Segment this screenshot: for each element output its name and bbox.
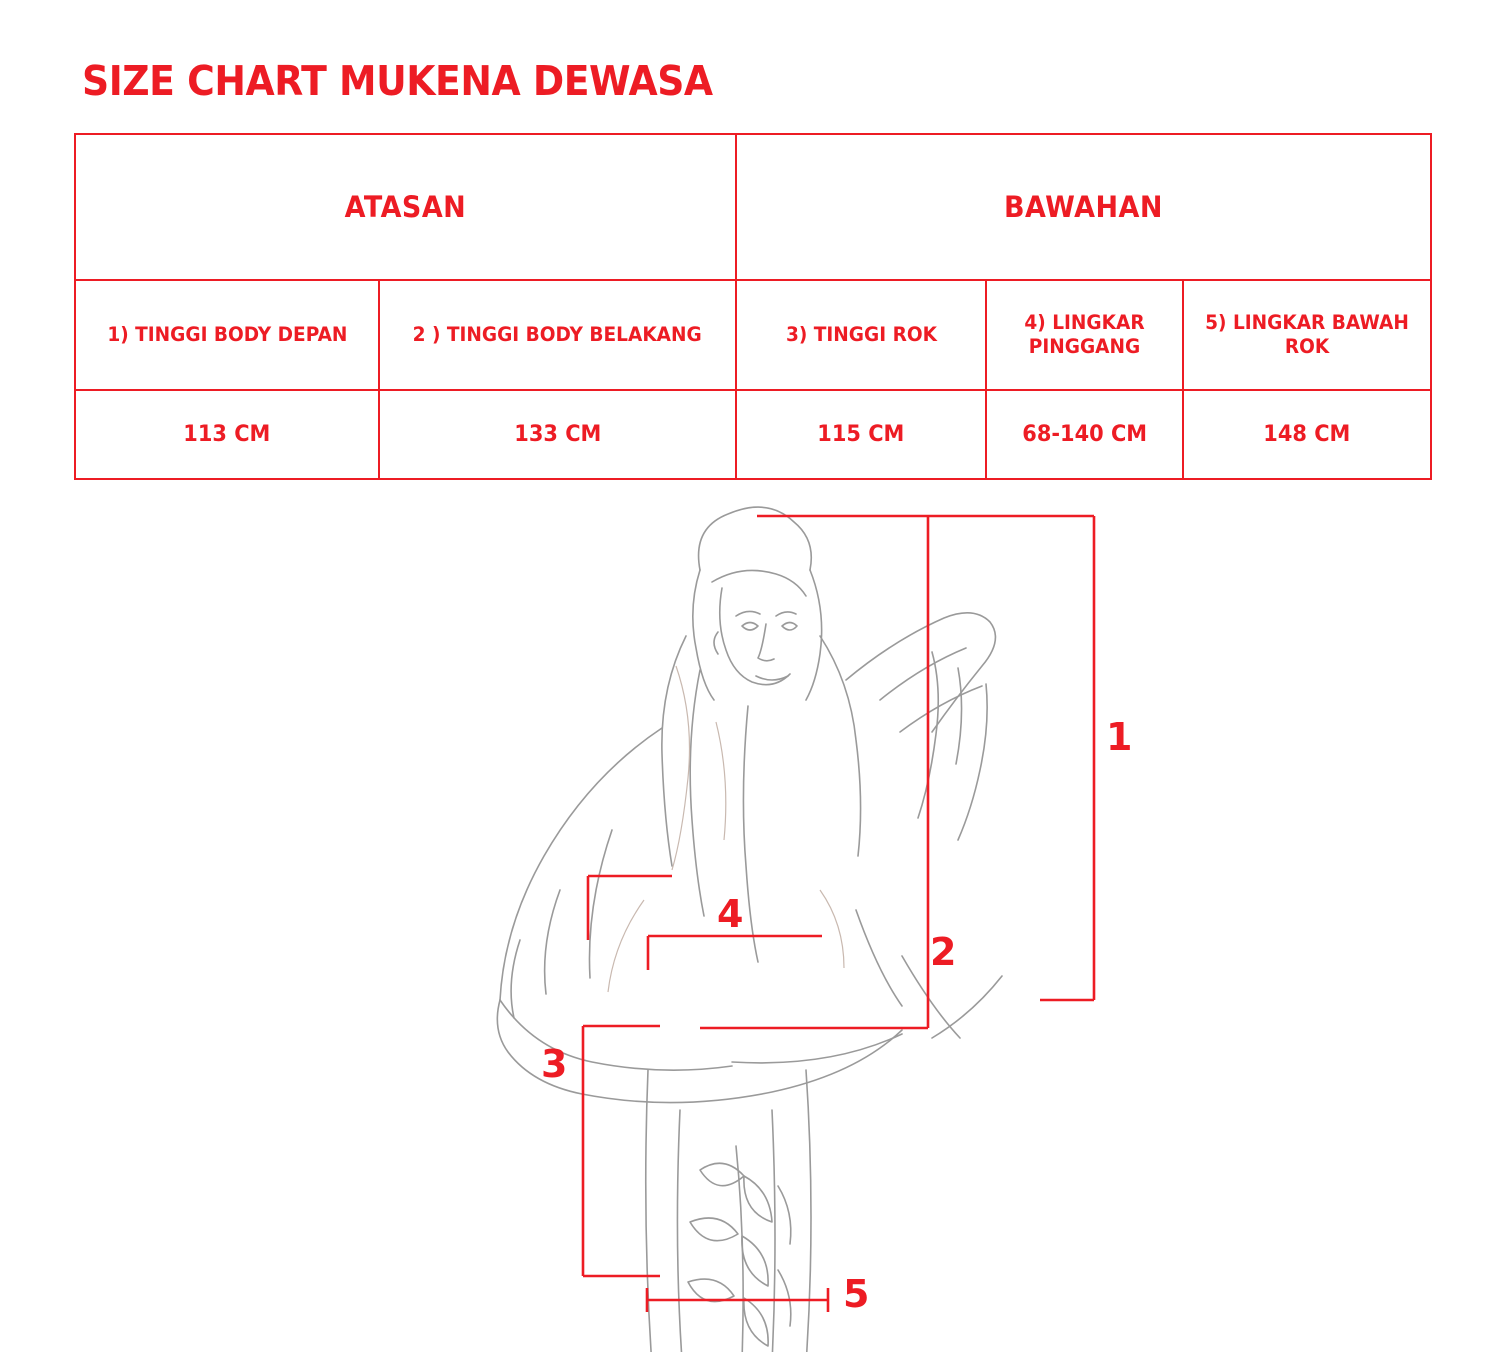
mukena-illustration	[0, 470, 1500, 1352]
table-header-row	[75, 280, 1431, 390]
callout-3: 3	[541, 1042, 568, 1086]
table-group-row	[75, 134, 1431, 280]
figure-texture	[608, 666, 844, 992]
column-header-2: 2 ) TINGGI BODY BELAKANG	[379, 280, 736, 390]
group-header-atasan: ATASAN	[75, 134, 736, 280]
value-cell-1: 113 CM	[75, 390, 379, 479]
table-row	[75, 390, 1431, 479]
callout-4: 4	[717, 892, 744, 936]
column-header-4: 4) LINGKAR PINGGANG	[986, 280, 1183, 390]
column-header-3: 3) TINGGI ROK	[736, 280, 986, 390]
size-chart-table	[74, 133, 1432, 480]
callout-2: 2	[930, 930, 957, 974]
column-header-5: 5) LINGKAR BAWAH ROK	[1183, 280, 1431, 390]
callout-1: 1	[1106, 715, 1133, 759]
measure-lines	[583, 516, 1094, 1316]
value-cell-3: 115 CM	[736, 390, 986, 479]
value-cell-4: 68-140 CM	[986, 390, 1183, 479]
group-header-bawahan: BAWAHAN	[736, 134, 1431, 280]
page-title: SIZE CHART MUKENA DEWASA	[82, 57, 713, 105]
figure-drawing	[497, 507, 1002, 1352]
callout-5: 5	[843, 1272, 870, 1316]
value-cell-2: 133 CM	[379, 390, 736, 479]
value-cell-5: 148 CM	[1183, 390, 1431, 479]
column-header-1: 1) TINGGI BODY DEPAN	[75, 280, 379, 390]
